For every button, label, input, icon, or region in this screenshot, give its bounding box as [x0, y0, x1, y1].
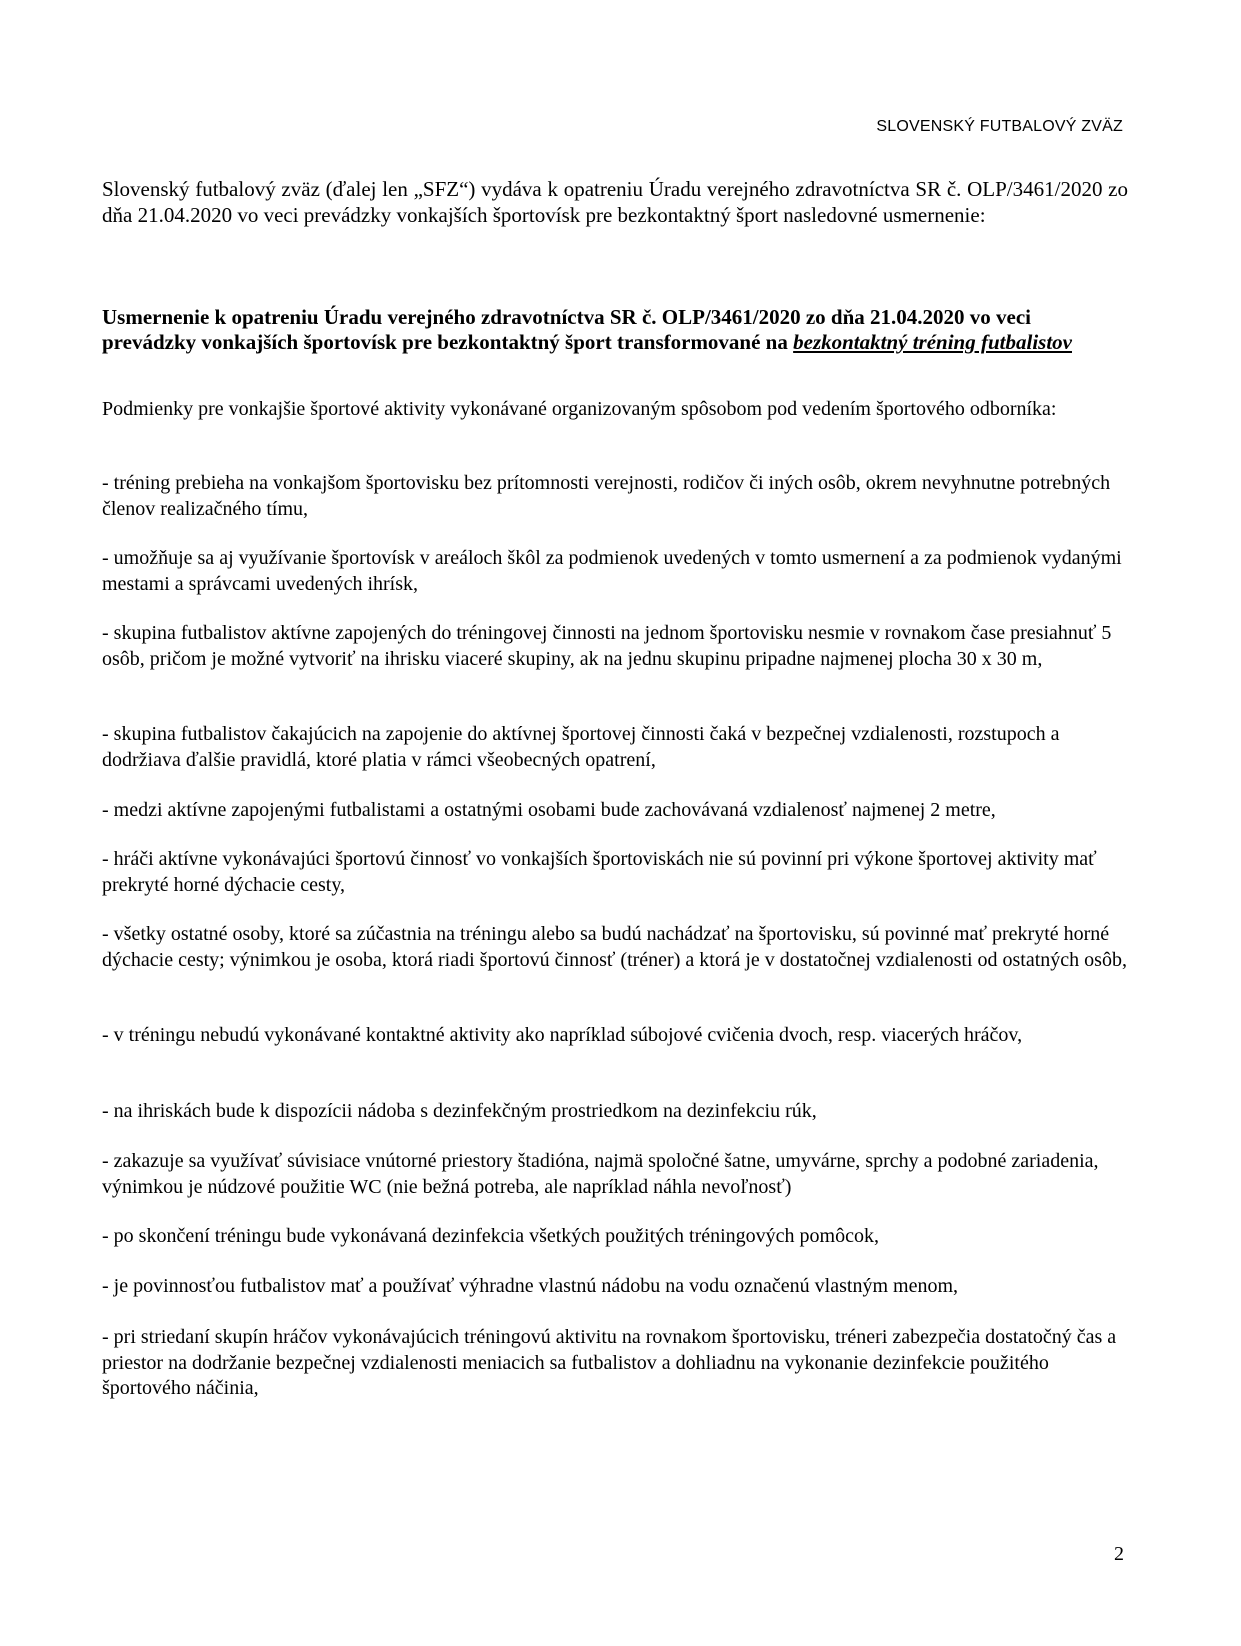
intro-paragraph: Slovenský futbalový zväz (ďalej len „SFZ“) vydáva k opatreniu Úradu verejného zdravotníctva SR č. OLP/3461/2020 zo dňa 21.04.2020 vo veci prevádzky vonkajších športovísk pre bezkontaktný šport nasledovné usmernenie: [102, 177, 1128, 227]
conditions-intro: Podmienky pre vonkajšie športové aktivity vykonávané organizovaným spôsobom pod vedením športového odborníka: [102, 398, 1057, 420]
section-heading [102, 305, 1128, 355]
list-item-9: - na ihriskách bude k dispozícii nádoba s dezinfekčným prostriedkom na dezinfekciu rúk, [102, 1100, 817, 1122]
section-heading-main: Usmernenie k opatreniu Úradu verejného zdravotníctva SR č. OLP/3461/2020 zo dňa 21.04.2020 vo veci prevádzky vonkajších športovísk pre bezkontaktný šport transformované na [102, 305, 1032, 354]
list-item-13: - pri striedaní skupín hráčov vykonávajúcich tréningovú aktivitu na rovnakom športovisku, tréneri zabezpečia dostatočný čas a priestor na dodržanie bezpečnej vzdialenosti meniacich sa futbalistov a dohliadnu na vykonanie dezinfekcie použitého športového náčinia, [102, 1326, 1117, 1399]
list-item-12: - je povinnosťou futbalistov mať a používať výhradne vlastnú nádobu na vodu označenú vlastným menom, [102, 1275, 959, 1297]
list-item-5: - medzi aktívne zapojenými futbalistami a ostatnými osobami bude zachovávaná vzdialenosť najmenej 2 metre, [102, 799, 996, 821]
list-item-3: - skupina futbalistov aktívne zapojených do tréningovej činnosti na jednom športovisku nesmie v rovnakom čase presiahnuť 5 osôb, pričom je možné vytvoriť na ihrisku viaceré skupiny, ak na jednu skupinu pripadne najmenej plocha 30 x 30 m, [102, 622, 1112, 670]
list-item-8: - v tréningu nebudú vykonávané kontaktné aktivity ako napríklad súbojové cvičenia dvoch, resp. viacerých hráčov, [102, 1024, 1023, 1046]
list-item-1: - tréning prebieha na vonkajšom športovisku bez prítomnosti verejnosti, rodičov či iných osôb, okrem nevyhnutne potrebných členov realizačného tímu, [102, 472, 1111, 520]
list-item-11: - po skončení tréningu bude vykonávaná dezinfekcia všetkých použitých tréningových pomôcok, [102, 1225, 879, 1247]
page-number: 2 [1114, 1543, 1124, 1565]
list-item-2: - umožňuje sa aj využívanie športovísk v areáloch škôl za podmienok uvedených v tomto usmernení a za podmienok vydanými mestami a správcami uvedených ihrísk, [102, 547, 1122, 595]
list-item-4: - skupina futbalistov čakajúcich na zapojenie do aktívnej športovej činnosti čaká v bezpečnej vzdialenosti, rozstupoch a dodržiava ďalšie pravidlá, ktoré platia v rámci všeobecných opatrení, [102, 723, 1060, 771]
list-item-6: - hráči aktívne vykonávajúci športovú činnosť vo vonkajších športoviskách nie sú povinní pri výkone športovej aktivity mať prekryté horné dýchacie cesty, [102, 848, 1097, 896]
list-item-10: - zakazuje sa využívať súvisiace vnútorné priestory štadióna, najmä spoločné šatne, umyvárne, sprchy a podobné zariadenia, výnimkou je núdzové použitie WC (nie bežná potreba, ale napríklad náhla nevoľnosť) [102, 1150, 1099, 1198]
page-header-org: SLOVENSKÝ FUTBALOVÝ ZVÄZ [876, 118, 1123, 135]
section-heading-emphasis: bezkontaktný tréning futbalistov [793, 330, 1072, 354]
list-item-7: - všetky ostatné osoby, ktoré sa zúčastnia na tréningu alebo sa budú nachádzať na športovisku, sú povinné mať prekryté horné dýchacie cesty; výnimkou je osoba, ktorá riadi športovú činnosť (tréner) a ktorá je v dostatočnej vzdialenosti od ostatných osôb, [102, 923, 1127, 971]
